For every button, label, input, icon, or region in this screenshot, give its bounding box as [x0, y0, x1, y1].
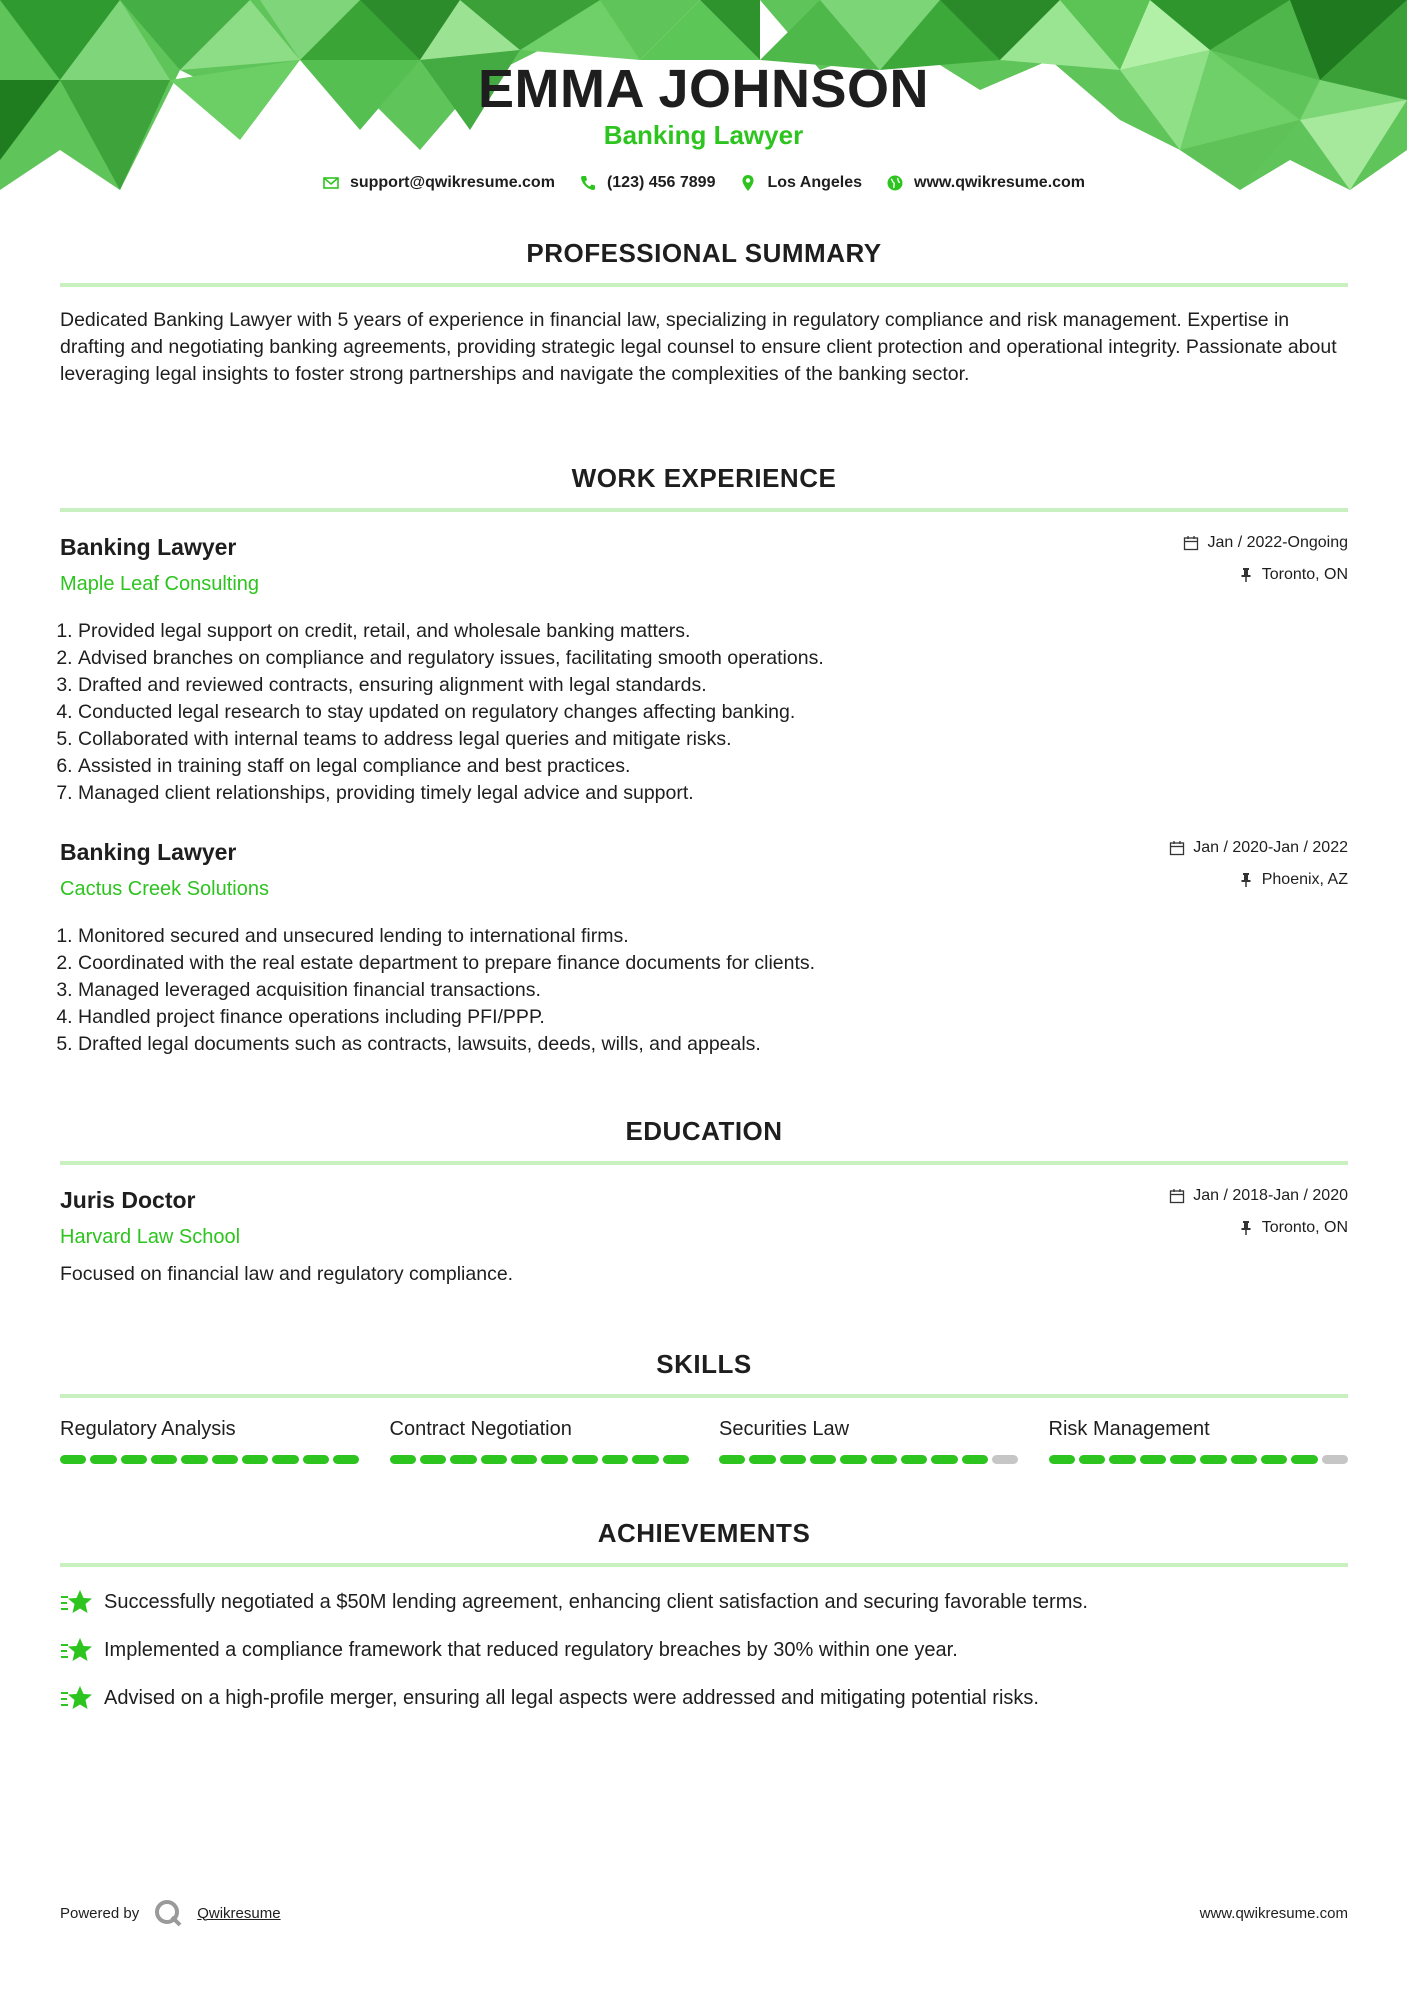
skill-rating-segment: [1291, 1455, 1317, 1464]
skill-rating-segment: [541, 1455, 567, 1464]
list-item: 5. Collaborated with internal teams to address legal queries and mitigate risks.: [78, 726, 1348, 753]
skill-rating-segment: [632, 1455, 658, 1464]
skill-rating-segment: [840, 1455, 866, 1464]
skill-rating-segment: [420, 1455, 446, 1464]
calendar-icon: [1169, 840, 1185, 856]
qwikresume-logo-icon: [153, 1898, 183, 1928]
skill-rating-segment: [572, 1455, 598, 1464]
section-divider: [60, 283, 1348, 287]
phone-text: (123) 456 7899: [606, 174, 716, 191]
education-section: [60, 1116, 1348, 1286]
contact-email[interactable]: [322, 174, 555, 192]
job-company: Maple Leaf Consulting: [60, 573, 260, 595]
achievement-item: [60, 1683, 1348, 1713]
duty-list: [60, 618, 1348, 807]
education-entry: [60, 1187, 1348, 1286]
skill-rating-segment: [1049, 1455, 1075, 1464]
experience-heading: WORK EXPERIENCE: [571, 463, 837, 493]
skill-rating-segment: [871, 1455, 897, 1464]
achievement-list: [60, 1587, 1348, 1713]
skill-rating-segment: [390, 1455, 416, 1464]
pushpin-icon: [1238, 1220, 1254, 1236]
skill-rating-segment: [931, 1455, 957, 1464]
list-item: 2. Coordinated with the real estate department to prepare finance documents for clients.: [78, 950, 1348, 977]
envelope-icon: [322, 174, 340, 192]
summary-text: Dedicated Banking Lawyer with 5 years of experience in financial law, specializing in regulatory compliance and risk management. Expertise in drafting and negotiating banking agreements, providing strategic legal counsel to ensure client protection and operational integrity. Passionate about leveraging legal insights to foster strong partnerships and navigate the complexities of the banking sector.: [60, 309, 1337, 385]
skill-rating-bar: [60, 1455, 360, 1464]
job-title: Banking Lawyer: [60, 839, 237, 865]
skill-item: [719, 1418, 1019, 1464]
pushpin-icon: [1238, 567, 1254, 583]
education-description: Focused on financial law and regulatory compliance.: [60, 1263, 514, 1285]
skill-rating-segment: [121, 1455, 147, 1464]
skill-item: [60, 1418, 360, 1464]
skill-rating-segment: [1322, 1455, 1348, 1464]
skill-rating-segment: [450, 1455, 476, 1464]
skill-rating-segment: [1079, 1455, 1105, 1464]
brand-link[interactable]: Qwikresume: [197, 1904, 281, 1922]
list-item: 4. Conducted legal research to stay updated on regulatory changes affecting banking.: [78, 699, 1348, 726]
skill-rating-segment: [901, 1455, 927, 1464]
list-item: 6. Assisted in training staff on legal compliance and best practices.: [78, 753, 1348, 780]
skill-rating-segment: [151, 1455, 177, 1464]
skill-rating-segment: [212, 1455, 238, 1464]
education-heading: EDUCATION: [625, 1116, 783, 1146]
skill-name: Contract Negotiation: [389, 1418, 572, 1440]
skill-rating-segment: [962, 1455, 988, 1464]
achievement-item: [60, 1587, 1348, 1617]
candidate-title: Banking Lawyer: [603, 120, 804, 150]
degree-title: Juris Doctor: [60, 1187, 196, 1213]
list-item: 7. Managed client relationships, providing timely legal advice and support.: [78, 780, 1348, 807]
summary-heading: PROFESSIONAL SUMMARY: [526, 238, 882, 268]
achievements-section: [60, 1518, 1348, 1731]
achievement-text: Advised on a high-profile merger, ensuring all legal aspects were addressed and mitigating potential risks.: [104, 1686, 1039, 1709]
achievement-text: Successfully negotiated a $50M lending agreement, enhancing client satisfaction and securing favorable terms.: [104, 1590, 1088, 1613]
skill-rating-bar: [390, 1455, 690, 1464]
location-text: Los Angeles: [767, 174, 863, 191]
skill-rating-segment: [333, 1455, 359, 1464]
skill-rating-bar: [1049, 1455, 1349, 1464]
calendar-icon: [1169, 1188, 1185, 1204]
achievements-heading: ACHIEVEMENTS: [597, 1518, 811, 1548]
job-entry: [60, 839, 1348, 1058]
list-item: 1. Monitored secured and unsecured lending to international firms.: [78, 923, 1348, 950]
map-pin-icon: [739, 174, 757, 192]
duty-list: [60, 923, 1348, 1058]
phone-icon: [579, 174, 597, 192]
skills-heading: SKILLS: [656, 1349, 752, 1379]
list-item: 2. Advised branches on compliance and regulatory issues, facilitating smooth operations.: [78, 645, 1348, 672]
education-location: Toronto, ON: [1261, 1219, 1348, 1236]
skill-name: Regulatory Analysis: [60, 1418, 236, 1440]
skill-rating-segment: [602, 1455, 628, 1464]
job-entry: [60, 534, 1348, 807]
skill-rating-bar: [719, 1455, 1019, 1464]
list-item: 4. Handled project finance operations including PFI/PPP.: [78, 1004, 1348, 1031]
contact-phone[interactable]: [579, 174, 716, 192]
skill-rating-segment: [780, 1455, 806, 1464]
job-title: Banking Lawyer: [60, 534, 237, 560]
school-name: Harvard Law School: [60, 1226, 241, 1248]
skill-rating-segment: [810, 1455, 836, 1464]
skill-rating-segment: [481, 1455, 507, 1464]
list-item: 3. Managed leveraged acquisition financial transactions.: [78, 977, 1348, 1004]
skill-rating-segment: [1261, 1455, 1287, 1464]
skill-rating-segment: [1231, 1455, 1257, 1464]
skill-name: Risk Management: [1048, 1418, 1210, 1440]
pushpin-icon: [1238, 872, 1254, 888]
section-divider: [60, 508, 1348, 512]
section-divider: [60, 1394, 1348, 1398]
skills-section: [60, 1349, 1348, 1464]
summary-section: [60, 238, 1348, 388]
skill-item: [390, 1418, 690, 1464]
globe-icon: [886, 174, 904, 192]
job-dates: Jan / 2022-Ongoing: [1207, 534, 1348, 551]
email-text: support@qwikresume.com: [349, 174, 555, 191]
section-divider: [60, 1161, 1348, 1165]
contact-bar: [0, 174, 1407, 192]
star-icon: [60, 1587, 94, 1617]
list-item: 3. Drafted and reviewed contracts, ensuring alignment with legal standards.: [78, 672, 1348, 699]
job-dates: Jan / 2020-Jan / 2022: [1193, 839, 1348, 856]
skill-rating-segment: [511, 1455, 537, 1464]
skill-rating-segment: [242, 1455, 268, 1464]
job-location: Phoenix, AZ: [1261, 871, 1348, 888]
calendar-icon: [1183, 535, 1199, 551]
contact-website[interactable]: [886, 174, 1085, 192]
skill-name: Securities Law: [719, 1418, 850, 1440]
skills-grid: [60, 1418, 1348, 1464]
powered-by-label: Powered by: [60, 1904, 140, 1922]
star-icon: [60, 1635, 94, 1665]
skill-rating-segment: [60, 1455, 86, 1464]
list-item: 1. Provided legal support on credit, retail, and wholesale banking matters.: [78, 618, 1348, 645]
skill-rating-segment: [90, 1455, 116, 1464]
contact-location: [739, 174, 862, 192]
skill-rating-segment: [663, 1455, 689, 1464]
skill-rating-segment: [1170, 1455, 1196, 1464]
experience-section: [60, 463, 1348, 1058]
achievement-item: [60, 1635, 1348, 1665]
skill-rating-segment: [749, 1455, 775, 1464]
job-location: Toronto, ON: [1261, 566, 1348, 583]
list-item: 5. Drafted legal documents such as contracts, lawsuits, deeds, wills, and appeals.: [78, 1031, 1348, 1058]
job-company: Cactus Creek Solutions: [60, 878, 269, 900]
star-icon: [60, 1683, 94, 1713]
education-dates: Jan / 2018-Jan / 2020: [1193, 1187, 1348, 1204]
skill-rating-segment: [992, 1455, 1018, 1464]
section-divider: [60, 1563, 1348, 1567]
skill-rating-segment: [1140, 1455, 1166, 1464]
candidate-name: EMMA JOHNSON: [477, 59, 930, 119]
skill-rating-segment: [1109, 1455, 1135, 1464]
achievement-text: Implemented a compliance framework that reduced regulatory breaches by 30% within one year.: [104, 1638, 958, 1661]
skill-rating-segment: [719, 1455, 745, 1464]
footer: [60, 1898, 1348, 1928]
skill-rating-segment: [272, 1455, 298, 1464]
skill-rating-segment: [181, 1455, 207, 1464]
footer-website[interactable]: www.qwikresume.com: [1199, 1904, 1348, 1922]
skill-item: [1049, 1418, 1349, 1464]
website-text: www.qwikresume.com: [914, 174, 1086, 191]
skill-rating-segment: [303, 1455, 329, 1464]
skill-rating-segment: [1200, 1455, 1226, 1464]
